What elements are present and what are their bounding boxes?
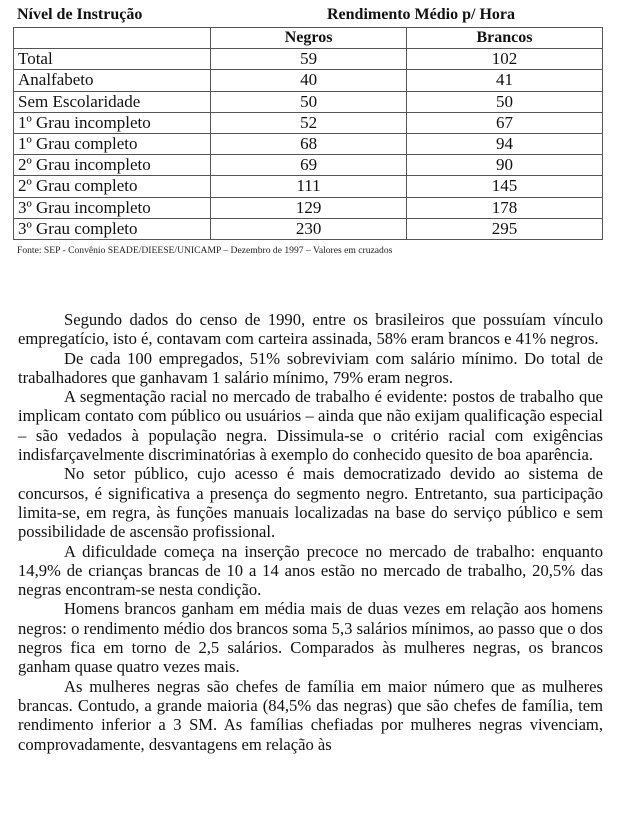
header-brancos: Brancos [406, 28, 602, 49]
cell-negros: 129 [211, 197, 407, 218]
row-label: 1º Grau completo [14, 133, 211, 154]
row-label: 3º Grau completo [14, 218, 211, 239]
paragraph: A dificuldade começa na inserção precoce no mercado de trabalho: enquanto 14,9% de crianças brancas de 10 a 14 anos estão no mercado de trabalho, 20,5% das negras encontram-se nesta condição. [18, 541, 603, 600]
table-row [14, 218, 603, 239]
cell-negros: 230 [211, 218, 407, 239]
table-row [14, 70, 603, 91]
cell-brancos: 41 [406, 70, 602, 91]
paragraph: Segundo dados do censo de 1990, entre os brasileiros que possuíam vínculo empregatício, isto é, contavam com carteira assinada, 58% eram brancos e 41% negros. [18, 310, 603, 349]
table-row [14, 197, 603, 218]
row-label: 1º Grau incompleto [14, 112, 211, 133]
income-table [13, 27, 603, 240]
paragraph: No setor público, cujo acesso é mais democratizado devido ao sistema de concursos, é significativa a presença do segmento negro. Entretanto, sua participação limita-se, em regra, às funções manuais localizadas na base do serviço público e sem possibilidade de ascensão profissional. [18, 464, 603, 542]
header-negros: Negros [211, 28, 407, 49]
cell-negros: 69 [211, 155, 407, 176]
cell-brancos: 50 [406, 91, 602, 112]
table-row [14, 112, 603, 133]
cell-negros: 111 [211, 176, 407, 197]
cell-brancos: 295 [406, 218, 602, 239]
body-text [18, 310, 603, 754]
cell-negros: 50 [211, 91, 407, 112]
cell-brancos: 94 [406, 133, 602, 154]
table-source-note: Fonte: SEP - Convênio SEADE/DIEESE/UNICAMP – Dezembro de 1997 – Valores em cruzados [17, 245, 393, 256]
cell-negros: 40 [211, 70, 407, 91]
cell-negros: 52 [211, 112, 407, 133]
cell-brancos: 90 [406, 155, 602, 176]
table-caption [17, 6, 617, 26]
row-label: 2º Grau incompleto [14, 155, 211, 176]
row-label: 2º Grau completo [14, 176, 211, 197]
cell-brancos: 67 [406, 112, 602, 133]
cell-negros: 68 [211, 133, 407, 154]
paragraph: De cada 100 empregados, 51% sobreviviam com salário mínimo. Do total de trabalhadores que ganhavam 1 salário mínimo, 79% eram negros. [18, 348, 603, 387]
paragraph: A segmentação racial no mercado de trabalho é evidente: postos de trabalho que implicam contato com público ou usuários – ainda que não exijam qualificação especial – são vedados à população negra. Dissimula-se o critério racial com exigências indisfarçavelmente discriminatórias à exemplo do conhecido quesito de boa aparência. [18, 387, 603, 465]
paragraph: Homens brancos ganham em média mais de duas vezes em relação aos homens negros: o rendimento médio dos brancos soma 5,3 salários mínimos, ao passo que o dos negros fica em torno de 2,5 salários. Comparados às mulheres negras, os brancos ganham quase quatro vezes mais. [18, 599, 603, 677]
row-label: Sem Escolaridade [14, 91, 211, 112]
table-row [14, 176, 603, 197]
cell-brancos: 145 [406, 176, 602, 197]
table-header-row [14, 28, 603, 49]
table-row [14, 49, 603, 70]
cell-brancos: 102 [406, 49, 602, 70]
row-label: Analfabeto [14, 70, 211, 91]
cell-negros: 59 [211, 49, 407, 70]
cell-brancos: 178 [406, 197, 602, 218]
table-row [14, 133, 603, 154]
header-empty [14, 28, 211, 49]
row-label: 3º Grau incompleto [14, 197, 211, 218]
table-row [14, 91, 603, 112]
caption-education-level: Nível de Instrução [17, 6, 143, 23]
table-row [14, 155, 603, 176]
caption-average-income: Rendimento Médio p/ Hora [327, 6, 515, 23]
row-label: Total [14, 49, 211, 70]
paragraph: As mulheres negras são chefes de família em maior número que as mulheres brancas. Contudo, a grande maioria (84,5% das negras) que são chefes de família, tem rendimento inferior a 3 SM. As famílias chefiadas por mulheres negras vivenciam, comprovadamente, desvantagens em relação às [18, 676, 603, 754]
